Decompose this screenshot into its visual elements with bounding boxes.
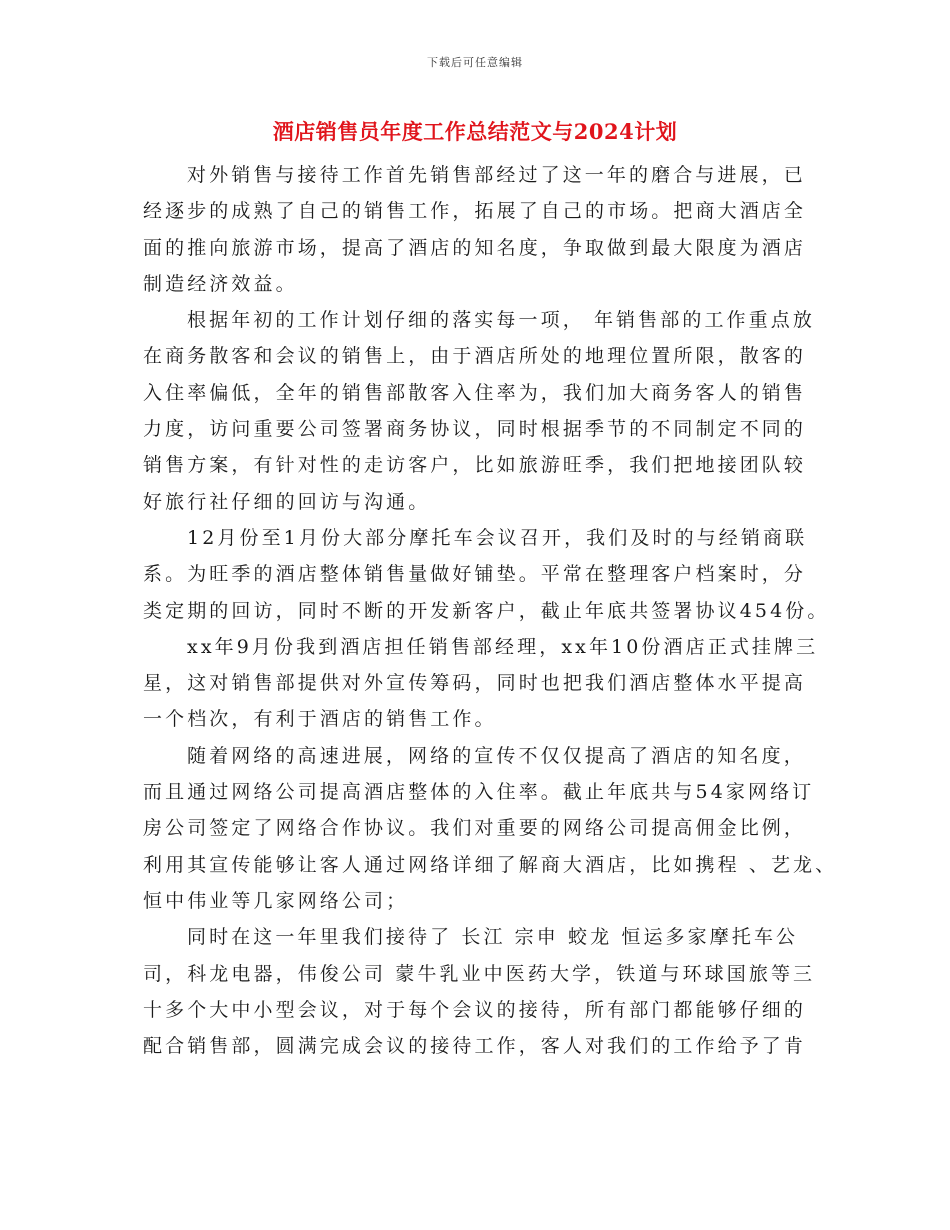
paragraph-6 xyxy=(143,919,816,1064)
text-line: 房公司签定了网络合作协议。我们对重要的网络公司提高佣金比例， xyxy=(143,817,807,840)
text-line: 制造经济效益。 xyxy=(143,272,298,295)
paragraph-4 xyxy=(143,629,819,738)
text-line: 十多个大中小型会议，对于每个会议的接待，所有部门都能够仔细的 xyxy=(143,998,807,1021)
paragraph-5 xyxy=(143,738,838,919)
text-line: 配合销售部，圆满完成会议的接待工作，客人对我们的工作给予了肯 xyxy=(143,1035,807,1058)
text-line: 力度，访问重要公司签署商务协议，同时根据季节的不同制定不同的 xyxy=(143,418,807,441)
text-line: 恒中伟业等几家网络公司； xyxy=(143,889,409,912)
text-line: 根据年初的工作计划仔细的落实每一项， 年销售部的工作重点放 xyxy=(187,309,815,332)
text-line: 销售方案，有针对性的走访客户，比如旅游旺季，我们把地接团队较 xyxy=(143,454,807,477)
body-text xyxy=(143,157,838,1064)
text-line: 一个档次，有利于酒店的销售工作。 xyxy=(143,708,497,731)
text-line: 而且通过网络公司提高酒店整体的入住率。截止年底共与54家网络订 xyxy=(143,781,815,804)
text-line: 在商务散客和会议的销售上，由于酒店所处的地理位置所限，散客的 xyxy=(143,345,807,368)
text-line: 面的推向旅游市场，提高了酒店的知名度，争取做到最大限度为酒店 xyxy=(143,236,807,259)
text-line: xx年9月份我到酒店担任销售部经理，xx年10份酒店正式挂牌三 xyxy=(187,635,819,658)
text-line: 经逐步的成熟了自己的销售工作，拓展了自己的市场。把商大酒店全 xyxy=(143,200,807,223)
text-line: 12月份至1月份大部分摩托车会议召开，我们及时的与经销商联 xyxy=(187,526,808,549)
text-line: 类定期的回访，同时不断的开发新客户，截止年底共签署协议454份。 xyxy=(143,599,830,622)
paragraph-3 xyxy=(143,520,830,629)
text-line: 系。为旺季的酒店整体销售量做好铺垫。平常在整理客户档案时，分 xyxy=(143,563,807,586)
header-note: 下载后可任意编辑 xyxy=(427,56,523,69)
paragraph-1 xyxy=(143,157,807,302)
text-line: 星，这对销售部提供对外宣传筹码，同时也把我们酒店整体水平提高 xyxy=(143,672,807,695)
text-line: 好旅行社仔细的回访与沟通。 xyxy=(143,490,431,513)
text-line: 入住率偏低，全年的销售部散客入住率为，我们加大商务客人的销售 xyxy=(143,381,807,404)
document-title: 酒店销售员年度工作总结范文与2024计划 xyxy=(272,119,678,144)
text-line: 随着网络的高速进展，网络的宣传不仅仅提高了酒店的知名度， xyxy=(187,744,806,767)
text-line: 同时在这一年里我们接待了 长江 宗申 蛟龙 恒运多家摩托车公 xyxy=(187,926,799,949)
text-line: 利用其宣传能够让客人通过网络详细了解商大酒店，比如携程 、艺龙、 xyxy=(143,853,838,876)
paragraph-2 xyxy=(143,302,815,520)
text-line: 司，科龙电器，伟俊公司 蒙牛乳业中医药大学，铁道与环球国旅等三 xyxy=(143,962,816,985)
text-line: 对外销售与接待工作首先销售部经过了这一年的磨合与进展，已 xyxy=(187,164,806,186)
